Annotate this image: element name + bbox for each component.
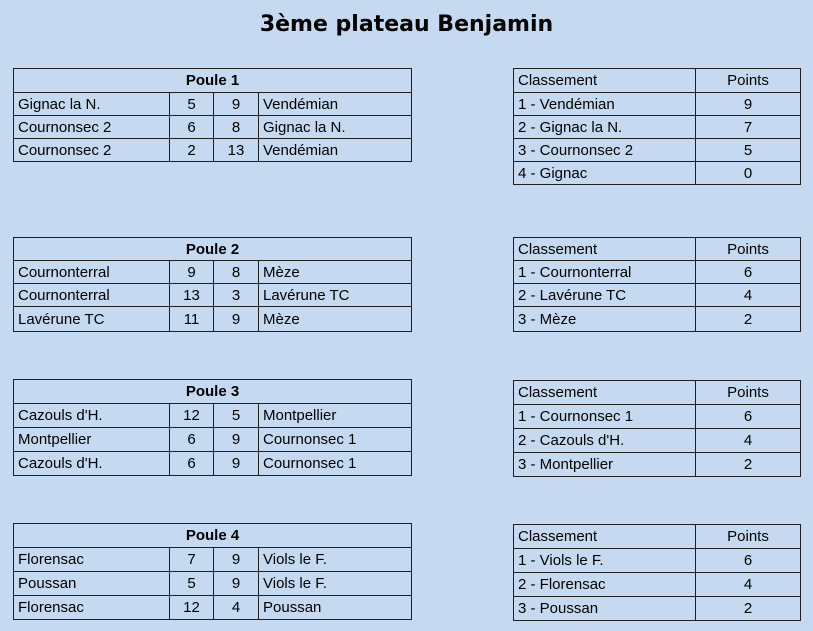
ranking-team: 1 - Viols le F.: [514, 549, 696, 573]
away-score: 8: [214, 116, 259, 139]
ranking-row: [514, 162, 801, 185]
home-score: 6: [170, 452, 214, 476]
match-row: [14, 93, 412, 116]
ranking-team: 2 - Cazouls d'H.: [514, 429, 696, 453]
away-team: Viols le F.: [259, 572, 412, 596]
ranking-points: 2: [696, 597, 801, 621]
ranking-points: 5: [696, 139, 801, 162]
match-row: [14, 572, 412, 596]
home-team: Cournonterral: [14, 261, 170, 284]
away-score: 8: [214, 261, 259, 284]
ranking-team: 3 - Cournonsec 2: [514, 139, 696, 162]
poule-1-ranking-table: [513, 68, 801, 185]
home-team: Lavérune TC: [14, 307, 170, 332]
away-score: 5: [214, 404, 259, 428]
home-team: Florensac: [14, 548, 170, 572]
home-score: 11: [170, 307, 214, 332]
match-row: [14, 116, 412, 139]
away-score: 9: [214, 548, 259, 572]
away-score: 9: [214, 452, 259, 476]
ranking-points: 2: [696, 307, 801, 332]
match-row: [14, 404, 412, 428]
ranking-points: 6: [696, 405, 801, 429]
away-score: 3: [214, 284, 259, 307]
away-team: Viols le F.: [259, 548, 412, 572]
away-team: Gignac la N.: [259, 116, 412, 139]
ranking-points: 7: [696, 116, 801, 139]
home-score: 6: [170, 116, 214, 139]
ranking-team: 3 - Montpellier: [514, 453, 696, 477]
ranking-row: [514, 93, 801, 116]
ranking-row: [514, 597, 801, 621]
home-score: 5: [170, 93, 214, 116]
match-row: [14, 261, 412, 284]
ranking-row: [514, 429, 801, 453]
away-score: 9: [214, 428, 259, 452]
ranking-team: 3 - Poussan: [514, 597, 696, 621]
points-header: Points: [696, 69, 801, 93]
ranking-team: 1 - Cournonterral: [514, 261, 696, 284]
ranking-points: 2: [696, 453, 801, 477]
points-header: Points: [696, 381, 801, 405]
home-score: 13: [170, 284, 214, 307]
ranking-team: 1 - Cournonsec 1: [514, 405, 696, 429]
away-score: 4: [214, 596, 259, 620]
away-team: Poussan: [259, 596, 412, 620]
home-team: Gignac la N.: [14, 93, 170, 116]
home-team: Cournonsec 2: [14, 116, 170, 139]
ranking-team: 2 - Florensac: [514, 573, 696, 597]
home-team: Montpellier: [14, 428, 170, 452]
ranking-team: 4 - Gignac: [514, 162, 696, 185]
home-score: 6: [170, 428, 214, 452]
ranking-header: Classement: [514, 238, 696, 261]
home-score: 12: [170, 404, 214, 428]
away-team: Cournonsec 1: [259, 452, 412, 476]
ranking-row: [514, 116, 801, 139]
poule-4-ranking-table: [513, 524, 801, 621]
ranking-header: Classement: [514, 525, 696, 549]
away-score: 13: [214, 139, 259, 162]
points-header: Points: [696, 525, 801, 549]
points-header: Points: [696, 238, 801, 261]
ranking-row: [514, 549, 801, 573]
away-team: Mèze: [259, 307, 412, 332]
away-team: Vendémian: [259, 139, 412, 162]
poule-3-ranking-table: [513, 380, 801, 477]
match-row: [14, 307, 412, 332]
home-team: Cazouls d'H.: [14, 452, 170, 476]
ranking-team: 1 - Vendémian: [514, 93, 696, 116]
ranking-points: 4: [696, 284, 801, 307]
match-row: [14, 548, 412, 572]
home-score: 12: [170, 596, 214, 620]
ranking-points: 4: [696, 429, 801, 453]
page-title: 3ème plateau Benjamin: [259, 12, 554, 37]
poule-2-title: Poule 2: [14, 238, 412, 261]
match-row: [14, 596, 412, 620]
poule-4-title: Poule 4: [14, 524, 412, 548]
match-row: [14, 452, 412, 476]
away-score: 9: [214, 307, 259, 332]
ranking-header: Classement: [514, 381, 696, 405]
ranking-points: 6: [696, 549, 801, 573]
poule-1-title: Poule 1: [14, 69, 412, 93]
away-team: Lavérune TC: [259, 284, 412, 307]
ranking-row: [514, 261, 801, 284]
ranking-points: 4: [696, 573, 801, 597]
ranking-points: 0: [696, 162, 801, 185]
ranking-row: [514, 405, 801, 429]
match-row: [14, 284, 412, 307]
home-team: Poussan: [14, 572, 170, 596]
poule-4-results-table: [13, 523, 412, 620]
home-score: 2: [170, 139, 214, 162]
ranking-row: [514, 573, 801, 597]
away-score: 9: [214, 572, 259, 596]
home-team: Cazouls d'H.: [14, 404, 170, 428]
poule-2-ranking-table: [513, 237, 801, 332]
ranking-team: 2 - Gignac la N.: [514, 116, 696, 139]
match-row: [14, 428, 412, 452]
poule-1-results-table: [13, 68, 412, 162]
away-score: 9: [214, 93, 259, 116]
poule-3-title: Poule 3: [14, 380, 412, 404]
away-team: Mèze: [259, 261, 412, 284]
ranking-row: [514, 453, 801, 477]
home-team: Cournonterral: [14, 284, 170, 307]
away-team: Vendémian: [259, 93, 412, 116]
away-team: Cournonsec 1: [259, 428, 412, 452]
home-team: Florensac: [14, 596, 170, 620]
ranking-header: Classement: [514, 69, 696, 93]
home-team: Cournonsec 2: [14, 139, 170, 162]
home-score: 9: [170, 261, 214, 284]
ranking-team: 2 - Lavérune TC: [514, 284, 696, 307]
ranking-points: 9: [696, 93, 801, 116]
away-team: Montpellier: [259, 404, 412, 428]
ranking-row: [514, 139, 801, 162]
ranking-team: 3 - Mèze: [514, 307, 696, 332]
poule-2-results-table: [13, 237, 412, 332]
poule-3-results-table: [13, 379, 412, 476]
ranking-row: [514, 307, 801, 332]
ranking-points: 6: [696, 261, 801, 284]
match-row: [14, 139, 412, 162]
home-score: 7: [170, 548, 214, 572]
ranking-row: [514, 284, 801, 307]
home-score: 5: [170, 572, 214, 596]
